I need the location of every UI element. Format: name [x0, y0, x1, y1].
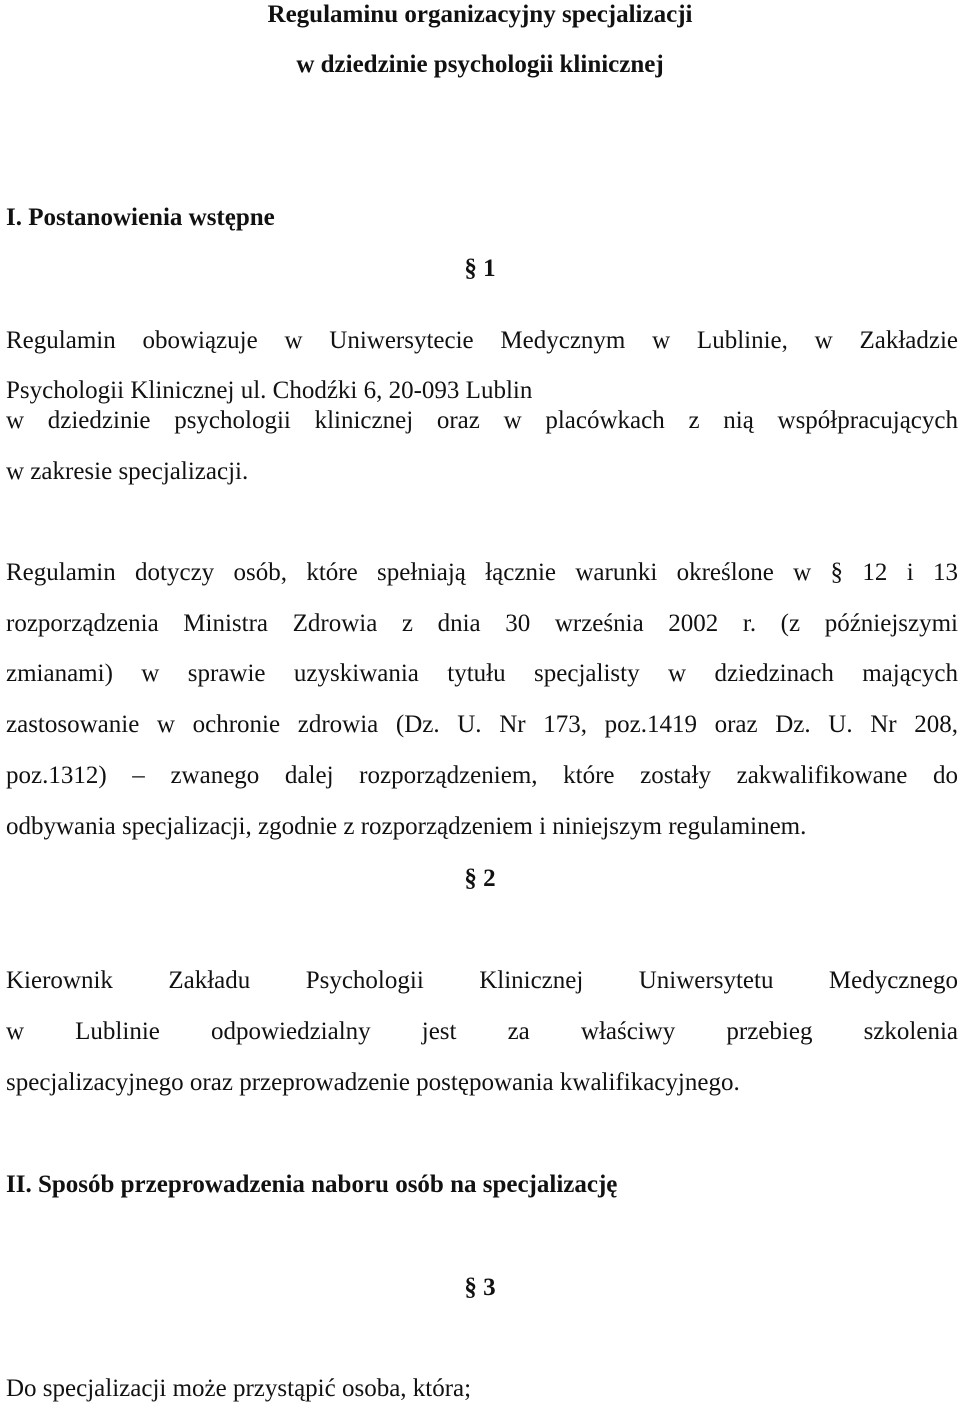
document-title-line-1: Regulaminu organizacyjny specjalizacji	[267, 1, 693, 28]
paragraph-1-line-9: poz.1312) – zwanego dalej rozporządzeniem, które zostały zakwalifikowane do	[6, 762, 958, 789]
paragraph-1-line-10: odbywania specjalizacji, zgodnie z rozporządzeniem i niniejszym regulaminem.	[6, 813, 807, 840]
paragraph-2-line-2: w Lublinie odpowiedzialny jest za właściwy przebieg szkolenia	[6, 1018, 958, 1045]
section-heading-1: I. Postanowienia wstępne	[6, 204, 275, 231]
paragraph-2-line-3: specjalizacyjnego oraz przeprowadzenie postępowania kwalifikacyjnego.	[6, 1069, 740, 1096]
paragraph-1-line-7: zmianami) w sprawie uzyskiwania tytułu specjalisty w dziedzinach mających	[6, 660, 958, 687]
paragraph-2-line-1: Kierownik Zakładu Psychologii Klinicznej Uniwersytetu Medycznego	[6, 967, 958, 994]
paragraph-label-1: § 1	[464, 255, 496, 282]
document-title-line-2: w dziedzinie psychologii klinicznej	[296, 51, 664, 78]
paragraph-3-line-1: Do specjalizacji może przystąpić osoba, która;	[6, 1375, 472, 1402]
paragraph-1-line-6: rozporządzenia Ministra Zdrowia z dnia 30 września 2002 r. (z późniejszymi	[6, 610, 958, 637]
paragraph-1-line-4: w zakresie specjalizacji.	[6, 458, 249, 485]
paragraph-label-2: § 2	[464, 865, 496, 892]
section-heading-2: II. Sposób przeprowadzenia naboru osób na specjalizację	[6, 1171, 618, 1198]
paragraph-label-3: § 3	[464, 1274, 496, 1301]
paragraph-1-line-5: Regulamin dotyczy osób, które spełniają łącznie warunki określone w § 12 i 13	[6, 559, 958, 586]
paragraph-1-line-3: w dziedzinie psychologii klinicznej oraz w placówkach z nią współpracujących	[6, 407, 958, 434]
paragraph-1-line-8: zastosowanie w ochronie zdrowia (Dz. U. Nr 173, poz.1419 oraz Dz. U. Nr 208,	[6, 711, 958, 738]
paragraph-1-line-2: Psychologii Klinicznej ul. Chodźki 6, 20-093 Lublin	[6, 377, 533, 404]
paragraph-1-line-1: Regulamin obowiązuje w Uniwersytecie Medycznym w Lublinie, w Zakładzie	[6, 327, 958, 354]
